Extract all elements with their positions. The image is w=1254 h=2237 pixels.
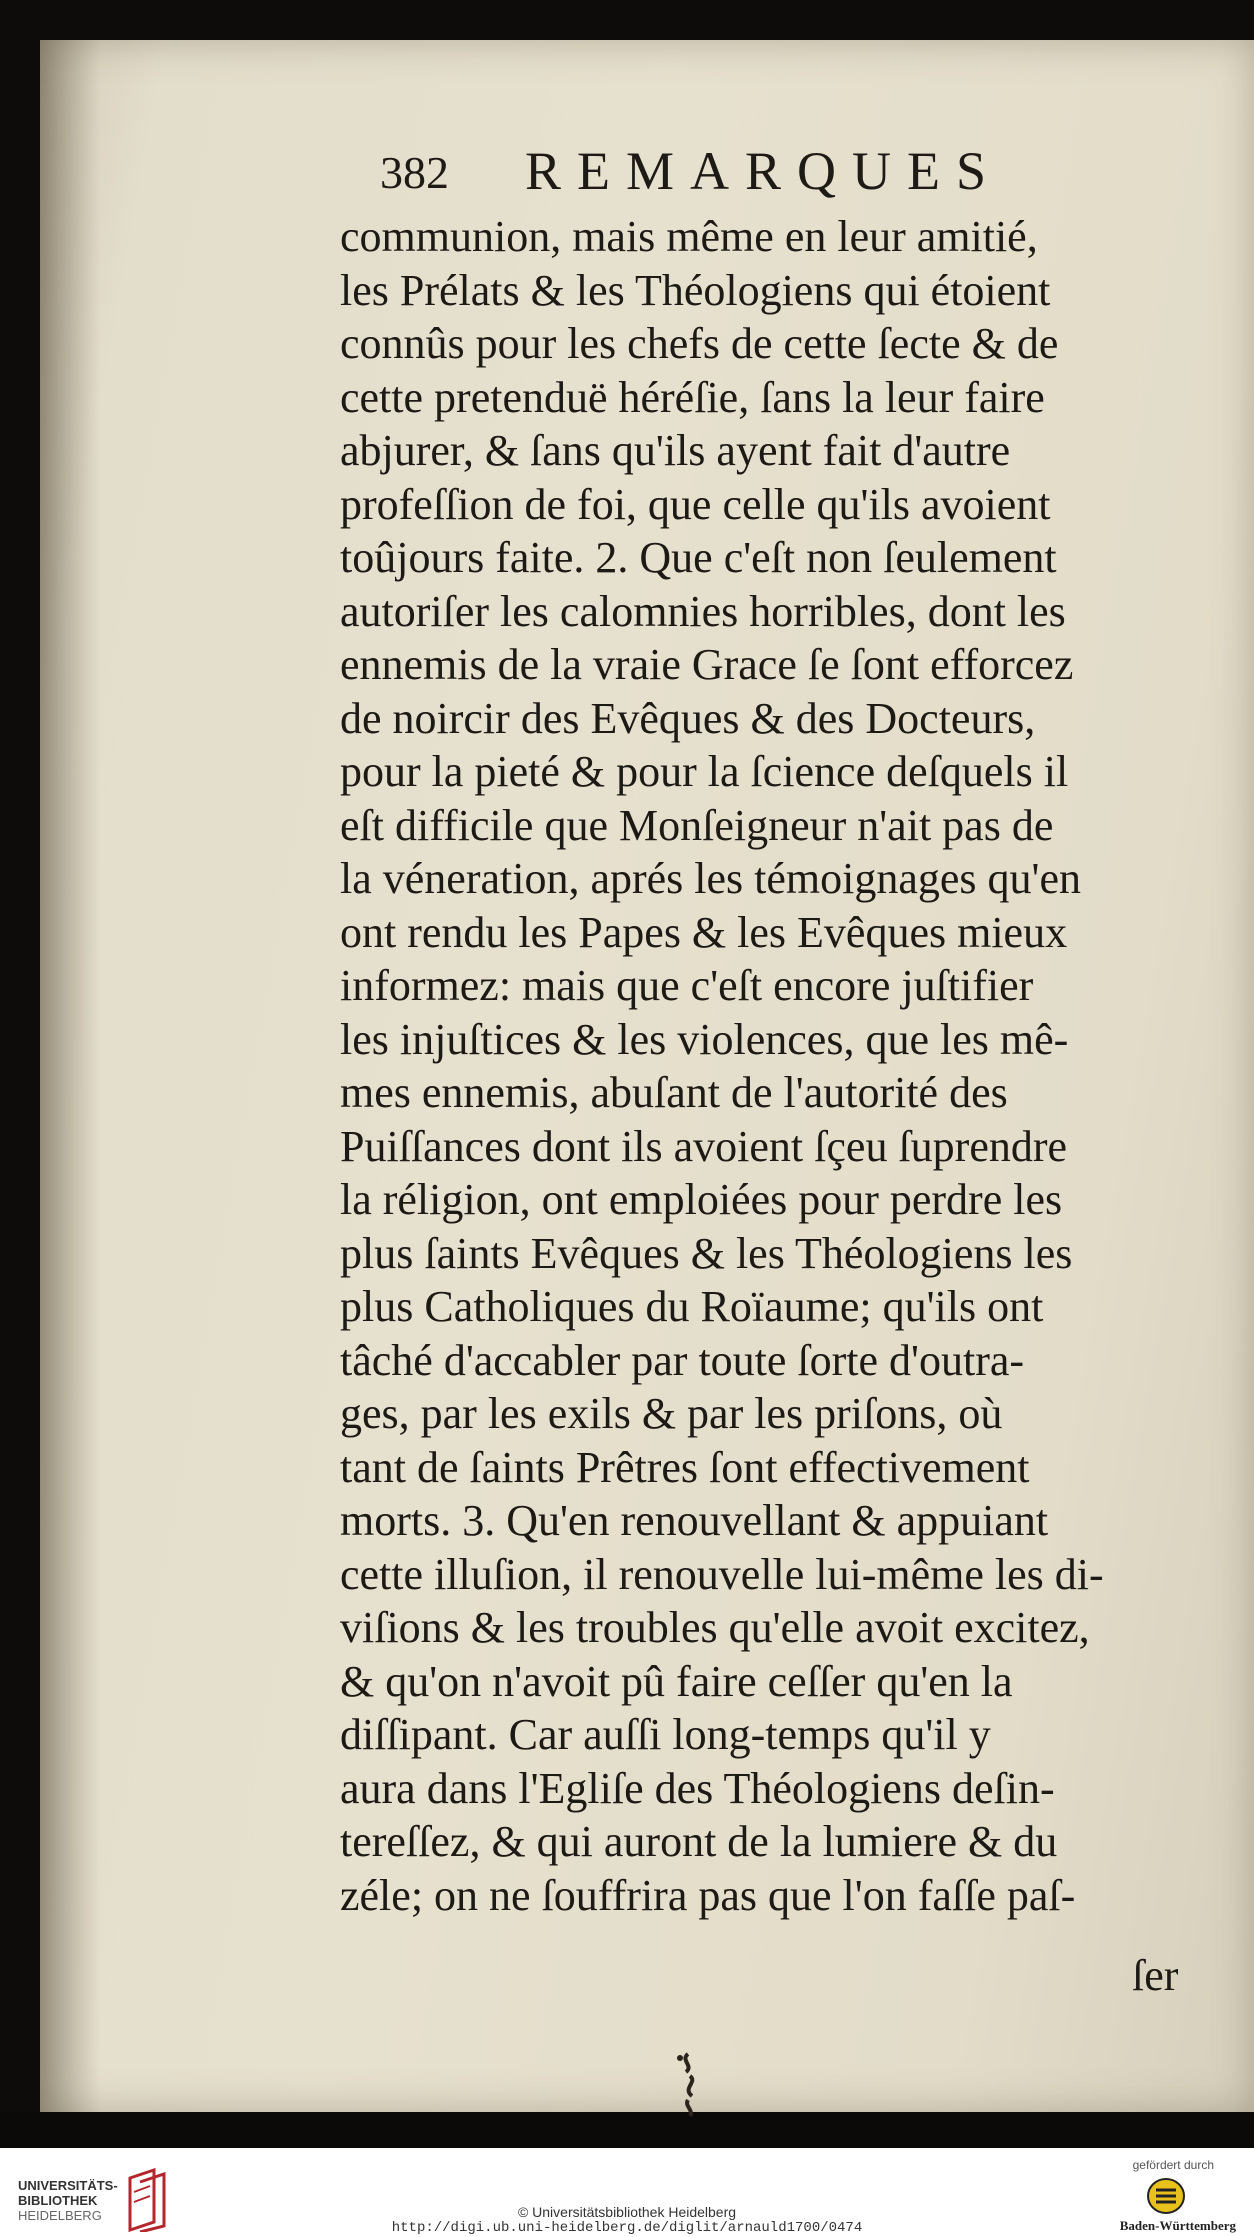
library-name-line-2: BIBLIOTHEK	[18, 2193, 98, 2208]
text-line: viſions & les troubles qu'elle avoit excitez,	[340, 1603, 1090, 1652]
text-line: la véneration, aprés les témoignages qu'en	[340, 854, 1081, 903]
text-line: tant de ſaints Prêtres ſont effectivement	[340, 1442, 1030, 1492]
library-city: HEIDELBERG	[18, 2208, 102, 2223]
running-title: REMARQUES	[525, 141, 1003, 201]
catchword: ſer	[1132, 1951, 1179, 2000]
text-line: de noircir des Evêques & des Docteurs,	[340, 693, 1036, 743]
body-text	[340, 210, 1240, 1922]
text-line: morts. 3. Qu'en renouvellant & appuiant	[340, 1496, 1049, 1545]
text-line: cette illuſion, il renouvelle lui-même les di-	[340, 1549, 1104, 1599]
footer-bar	[0, 2148, 1254, 2237]
text-line: Puiſſances dont ils avoient ſçeu ſuprendre	[340, 1121, 1068, 1171]
text-line: profeſſion de foi, que celle qu'ils avoient	[340, 479, 1051, 529]
text-line: communion, mais même en leur amitié,	[340, 212, 1038, 261]
text-line: abjurer, & ſans qu'ils ayent fait d'autre	[340, 426, 1011, 475]
permalink[interactable]: http://digi.ub.uni-heidelberg.de/diglit/arnauld1700/0474	[391, 2220, 863, 2236]
text-line: informez: mais que c'eſt encore juſtifier	[340, 961, 1034, 1010]
text-line: & qu'on n'avoit pû faire ceſſer qu'en la	[340, 1656, 1013, 1706]
copyright-text: © Universitätsbibliothek Heidelberg	[517, 2204, 737, 2220]
text-line: la réligion, ont emploiées pour perdre les	[340, 1175, 1063, 1224]
ornament-icon	[660, 2050, 720, 2120]
text-line: ennemis de la vraie Grace ſe ſont efforcez	[340, 640, 1074, 689]
text-line: les Prélats & les Théologiens qui étoient	[340, 265, 1051, 315]
text-line: les injuſtices & les violences, que les mê-	[340, 1014, 1069, 1064]
funded-by-label: gefördert durch	[1132, 2158, 1214, 2172]
page-number: 382	[380, 147, 449, 198]
text-line: diſſipant. Car auſſi long-temps qu'il y	[340, 1710, 991, 1759]
state-crest-icon	[1146, 2176, 1186, 2216]
text-line: eſt difficile que Monſeigneur n'ait pas de	[340, 800, 1054, 850]
text-line: zéle; on ne ſouffrira pas que l'on faſſe paſ-	[340, 1870, 1076, 1920]
text-line: toûjours faite. 2. Que c'eſt non ſeulement	[340, 533, 1057, 582]
text-line: plus Catholiques du Roïaume; qu'ils ont	[340, 1282, 1044, 1331]
page-header	[380, 140, 1140, 210]
text-line: cette pretenduë héréſie, ſans la leur faire	[340, 372, 1045, 422]
text-line: plus ſaints Evêques & les Théologiens les	[340, 1228, 1073, 1278]
text-line: aura dans l'Egliſe des Théologiens deſin-	[340, 1763, 1055, 1813]
text-line: ont rendu les Papes & les Evêques mieux	[340, 907, 1068, 957]
library-name-line-1: UNIVERSITÄTS-	[18, 2178, 118, 2193]
text-line: tâché d'accabler par toute ſorte d'outra-	[340, 1335, 1025, 1385]
text-line: connûs pour les chefs de cette ſecte & de	[340, 319, 1059, 368]
text-line: pour la pieté & pour la ſcience deſquels il	[340, 747, 1069, 796]
text-line: ges, par les exils & par les priſons, où	[340, 1389, 1003, 1438]
funder-name: Baden-Württemberg	[1119, 2218, 1236, 2233]
book-page	[40, 40, 1254, 2112]
text-line: autoriſer les calomnies horribles, dont les	[340, 586, 1066, 636]
text-line: mes ennemis, abuſant de l'autorité des	[340, 1068, 1008, 1117]
text-line: tereſſez, & qui auront de la lumiere & du	[340, 1817, 1058, 1866]
